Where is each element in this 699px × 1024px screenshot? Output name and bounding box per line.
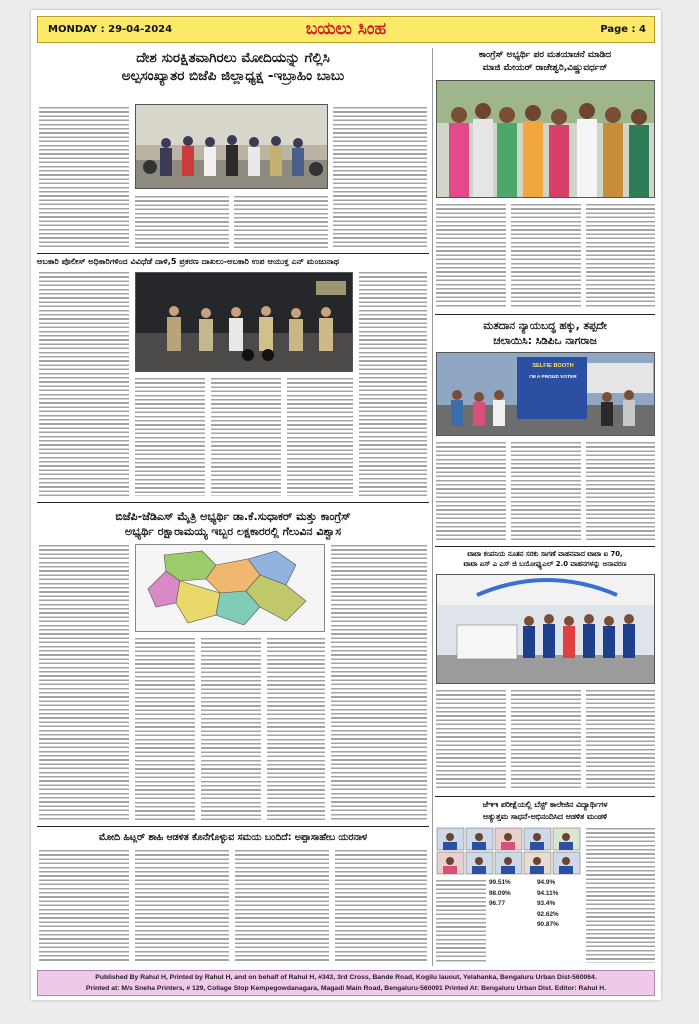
story1-text-col3	[234, 196, 328, 248]
story3-headline-line1: ಬಿಜೆಪಿ-ಜೆಡಿಎಸ್ ಮೈತ್ರಿ ಅಭ್ಯರ್ಥಿ ಡಾ.ಕೆ.ಸುಧಾಕರ್ ಮತ್ತು ಕಾಂಗ್ರೆಸ್	[115, 510, 351, 523]
story8-headline-line1: ಜೆಇಇ ಪರೀಕ್ಷೆಯಲ್ಲಿ ಬೆಸ್ಟ್ ಕಾಲೇಜಿನ ವಿದ್ಯಾರ್ಥಿಗಳ	[482, 800, 608, 809]
score-value: 96.77	[489, 900, 505, 907]
story7-headline-line2: ಟಾಟಾ ಏಸ್ ಎ ಎಸ್ ಜಿ ಬಯೋಫ್ಯುಎಲ್ 2.0 ವಾಹನಗಳನ್ನು ಅನಾವರಣ	[463, 560, 627, 568]
story1-headline-line2: ಅಲ್ಪಸಂಖ್ಯಾತರ ಬಿಜೆಪಿ ಜಿಲ್ಲಾಧ್ಯಕ್ಷ -ಇಬ್ರಾಹಿಂ ಬಾಬು	[121, 68, 345, 84]
story7-headline-line1: ಟಾಟಾ ಕಂಪನಿಯ ನೂತನ ಸರಕು ಸಾಗಣೆ ವಾಹನವಾದ ಟಾಟಾ ಐ 70,	[467, 550, 623, 558]
story1-text-col4	[333, 107, 427, 247]
story3-map	[135, 544, 325, 632]
score-value: 94.9%	[537, 879, 556, 886]
issue-date: MONDAY : 29-04-2024	[48, 24, 173, 35]
story4-text-col3	[235, 850, 329, 962]
story3-text-col5	[331, 545, 427, 820]
story8-text-col3	[586, 828, 655, 963]
student-portraits-image	[436, 827, 581, 875]
story2-photo	[135, 272, 353, 372]
story3-text-col2	[135, 638, 195, 820]
story1-headline-line1: ದೇಶ ಸುರಕ್ಷಿತವಾಗಿರಲು ಮೋದಿಯನ್ನು ಗೆಲ್ಲಿಸಿ	[136, 50, 330, 66]
section-rule	[435, 546, 655, 547]
story7-text-col1	[436, 690, 506, 790]
score-grid	[489, 878, 581, 930]
score-value: 93.4%	[537, 900, 556, 907]
score-value: 99.51%	[489, 879, 511, 886]
section-rule	[37, 826, 429, 827]
story6-text-col3	[586, 442, 655, 540]
story3-text-col4	[267, 638, 325, 820]
constituency-map-image	[136, 545, 325, 632]
vehicle-launch-photo-image	[437, 575, 655, 684]
story2-text-col5	[359, 272, 427, 496]
story1-photo	[135, 104, 328, 189]
story1-text-col2	[135, 196, 229, 248]
score-value: 94.11%	[537, 889, 559, 897]
score-value: 92.62%	[537, 910, 559, 918]
section-rule	[435, 314, 655, 315]
story6-text-col2	[511, 442, 581, 540]
imprint-line-2: Printed at: M/s Sneha Printers, # 129, Collage Stop Kempegowdanagara, Magadi Main Road, Bengaluru-560091 Printed At: Bengaluru Urban Dist. Editor: Rahul H.	[85, 985, 607, 992]
story3-text-col3	[201, 638, 261, 820]
score-list	[489, 878, 581, 964]
story6-text-col1	[436, 442, 506, 540]
section-rule	[37, 253, 429, 254]
imprint-footer	[37, 970, 655, 996]
story6-headline-line2: ಚಲಾಯಿಸಿ: ಸಿಡಿಪಿಒ ನಾಗರಾಜ	[493, 335, 597, 347]
story5-headline-line2: ಮಾಜಿ ಮೇಯರ್ ರಾಜೇಶ್ವರಿ,ವಿಷ್ಣುವರ್ಧನ್	[482, 63, 608, 73]
story3-headline-line2: ಅಭ್ಯರ್ಥಿ ರಕ್ಷಾರಾಮಯ್ಯ ಇಬ್ಬರ ಲಕ್ಷಕಾರರಲ್ಲಿ ಗೆಲುವಿನ ವಿಶ್ವಾಸ	[124, 525, 342, 538]
story4-text-col2	[135, 850, 229, 962]
story2-text-col4	[287, 378, 353, 496]
story5-text-col2	[511, 204, 581, 309]
campaign-photo-image	[437, 81, 655, 198]
story7-text-col2	[511, 690, 581, 790]
column-divider	[432, 48, 433, 966]
group-photo-image	[136, 105, 328, 189]
story6-photo	[436, 352, 655, 436]
story4-headline: ಮೋದಿ ಹಿಟ್ಲರ್ ಶಾಹಿ ಆಡಳಿತ ಕೊನೆಗೊಳ್ಳುವ ಸಮಯ ಬಂದಿದೆ: ಅಪ್ಪಾಸಾಹೇಬ ಯರನಾಳ	[98, 832, 368, 843]
story1-text-col1	[39, 107, 129, 247]
page-number: Page : 4	[600, 24, 646, 35]
selfie-booth-banner: SELFIE BOOTH	[532, 363, 574, 369]
proud-voter-banner: I'M A PROUD VOTER	[529, 375, 577, 380]
story5-photo	[436, 80, 655, 198]
story5-text-col1	[436, 204, 506, 309]
story8-text-col1	[436, 880, 486, 963]
story5-text-col3	[586, 204, 655, 309]
story2-text-col3	[211, 378, 281, 496]
section-rule	[435, 796, 655, 797]
story2-text-col2	[135, 378, 205, 496]
score-value: 98.09%	[489, 889, 511, 897]
newspaper-page	[31, 10, 661, 1000]
newspaper-title: ಬಯಲು ಸಿಂಹ	[305, 19, 387, 39]
story3-text-col1	[39, 545, 129, 820]
score-value: 90.87%	[537, 921, 559, 928]
story7-photo	[436, 574, 655, 684]
imprint-line-1: Published By Rahul H, Printed by Rahul H, and on behalf of Rahul H, #343, 3rd Cross, Bande Road, Kogilu lauout, Yelahanka, Bengaluru Urban Dist-560064.	[95, 974, 597, 981]
story7-text-col3	[586, 690, 655, 790]
story4-text-col1	[39, 850, 129, 962]
student-photos	[436, 827, 581, 875]
story5-headline-line1: ಕಾಂಗ್ರೆಸ್ ಅಭ್ಯರ್ಥಿ ಪರ ಮತಯಾಚನೆ ಮಾಡಿದ	[478, 50, 612, 60]
masthead	[37, 16, 655, 43]
officers-photo-image	[136, 273, 353, 372]
story6-headline-line1: ಮತದಾನ ನ್ಯಾಯಬದ್ಧ ಹಕ್ಕು, ತಪ್ಪದೇ	[483, 320, 607, 332]
story2-text-col1	[39, 272, 129, 497]
section-rule	[37, 502, 429, 503]
story4-text-col4	[335, 850, 427, 962]
story8-headline-line2: ಅತ್ಯುತ್ತಮ ಸಾಧನೆ-ಅಭಿನಂದಿಸಿದ ಆಡಳಿತ ಮಂಡಳಿ	[483, 812, 607, 821]
story2-headline: ಅಬಕಾರಿ ಪೊಲೀಸ್ ಅಧಿಕಾರಿಗಳಿಂದ ವಿವಿಧೆಡೆ ದಾಳಿ,5 ಪ್ರಕರಣ ದಾಖಲು-ಅಬಕಾರಿ ಉಪ ಆಯುಕ್ತ ಎನ್ ಮಂಜುನಾಥ	[37, 256, 340, 266]
